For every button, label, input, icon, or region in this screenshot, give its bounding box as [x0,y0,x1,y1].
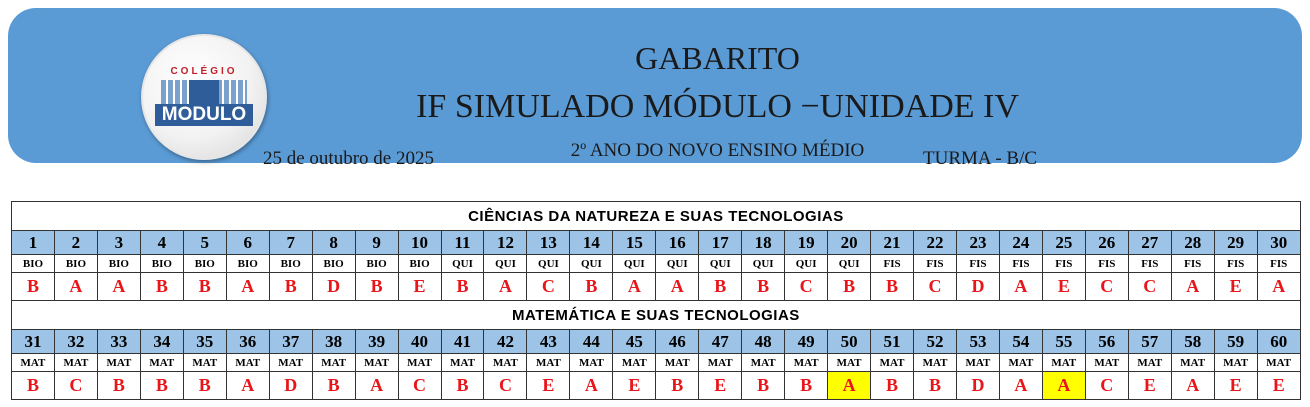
answer-letter: A [484,273,527,301]
subject-code: MAT [785,354,828,372]
subject-code: MAT [355,354,398,372]
question-number: 33 [97,330,140,354]
answer-letter: A [97,273,140,301]
answer-letter: D [956,372,999,400]
question-number: 37 [269,330,312,354]
subject-code: MAT [1128,354,1171,372]
question-number: 2 [54,231,97,255]
answer-letter: E [1128,372,1171,400]
subject-code: MAT [1171,354,1214,372]
answer-letter: B [183,273,226,301]
question-number: 26 [1085,231,1128,255]
answer-letter: E [699,372,742,400]
answer-letter-row [12,372,1301,400]
answer-letter: B [785,372,828,400]
answer-letter-highlighted: A [1042,372,1085,400]
answer-letter: A [656,273,699,301]
answer-letter: E [1042,273,1085,301]
answer-letter: B [914,372,957,400]
answer-letter: A [1171,372,1214,400]
question-number-row [12,330,1301,354]
answer-letter: B [871,372,914,400]
question-number: 39 [355,330,398,354]
answer-letter: C [484,372,527,400]
question-number: 9 [355,231,398,255]
subject-code: BIO [97,255,140,273]
subject-code: MAT [699,354,742,372]
question-number: 7 [269,231,312,255]
question-number: 38 [312,330,355,354]
answer-letter: B [140,372,183,400]
question-number: 25 [1042,231,1085,255]
question-number: 35 [183,330,226,354]
question-number: 51 [871,330,914,354]
subject-code: QUI [441,255,484,273]
subject-code: QUI [527,255,570,273]
subject-code: BIO [355,255,398,273]
section-title-row [12,202,1301,231]
subject-code: QUI [699,255,742,273]
subject-code: MAT [1085,354,1128,372]
question-number: 8 [312,231,355,255]
grade-label: 2º ANO DO NOVO ENSINO MÉDIO [570,140,865,161]
question-number: 10 [398,231,441,255]
question-number-row [12,231,1301,255]
subject-code: FIS [999,255,1042,273]
subject-code: MAT [484,354,527,372]
question-number: 53 [956,330,999,354]
subject-code: FIS [1042,255,1085,273]
answer-letter: A [355,372,398,400]
question-number: 13 [527,231,570,255]
question-number: 24 [999,231,1042,255]
subject-code: BIO [12,255,55,273]
answer-letter: A [1171,273,1214,301]
subject-code: MAT [1042,354,1085,372]
subject-code: MAT [828,354,871,372]
question-number: 55 [1042,330,1085,354]
section-title: MATEMÁTICA E SUAS TECNOLOGIAS [12,301,1301,330]
answer-letter: B [140,273,183,301]
answer-letter: B [699,273,742,301]
question-number: 1 [12,231,55,255]
question-number: 50 [828,330,871,354]
question-number: 29 [1214,231,1257,255]
question-number: 36 [226,330,269,354]
subject-code: MAT [1214,354,1257,372]
answer-letter: E [527,372,570,400]
answer-letter: B [12,273,55,301]
answer-letter: A [999,372,1042,400]
subject-code: BIO [226,255,269,273]
subject-code: BIO [140,255,183,273]
question-number: 27 [1128,231,1171,255]
subject-code: MAT [871,354,914,372]
subject-code: FIS [1085,255,1128,273]
question-number: 15 [613,231,656,255]
question-number: 44 [570,330,613,354]
answer-letter: B [269,273,312,301]
answer-letter: B [742,273,785,301]
question-number: 16 [656,231,699,255]
answer-letter: A [54,273,97,301]
answer-letter: A [613,273,656,301]
answer-letter: D [312,273,355,301]
question-number: 11 [441,231,484,255]
subject-code: MAT [398,354,441,372]
question-number: 54 [999,330,1042,354]
section-title: CIÊNCIAS DA NATUREZA E SUAS TECNOLOGIAS [12,202,1301,231]
question-number: 31 [12,330,55,354]
subject-code: QUI [484,255,527,273]
answer-letter: C [398,372,441,400]
question-number: 45 [613,330,656,354]
question-number: 46 [656,330,699,354]
answer-letter: E [1214,273,1257,301]
question-number: 52 [914,330,957,354]
subject-code: MAT [269,354,312,372]
answer-letter: A [226,273,269,301]
question-number: 23 [956,231,999,255]
subject-code: BIO [312,255,355,273]
question-number: 43 [527,330,570,354]
answer-letter: B [871,273,914,301]
subject-code: MAT [956,354,999,372]
answer-letter: B [12,372,55,400]
answer-letter: B [742,372,785,400]
answer-letter: E [1214,372,1257,400]
question-number: 17 [699,231,742,255]
subject-code: MAT [226,354,269,372]
answer-letter-row [12,273,1301,301]
subject-code: FIS [1214,255,1257,273]
answer-letter: B [441,372,484,400]
answer-letter: C [54,372,97,400]
subject-code: QUI [785,255,828,273]
logo-top-text: COLÉGIO [170,66,238,77]
subject-code: MAT [570,354,613,372]
question-number: 57 [1128,330,1171,354]
answer-letter: A [999,273,1042,301]
question-number: 14 [570,231,613,255]
answer-letter: A [1257,273,1300,301]
question-number: 49 [785,330,828,354]
subject-code: BIO [269,255,312,273]
answer-letter: B [312,372,355,400]
logo-word-text: MODULO [155,104,253,126]
question-number: 19 [785,231,828,255]
subject-code: MAT [613,354,656,372]
answer-letter: C [527,273,570,301]
question-number: 3 [97,231,140,255]
question-number: 60 [1257,330,1300,354]
question-number: 6 [226,231,269,255]
answer-letter: C [785,273,828,301]
subject-code: MAT [656,354,699,372]
subject-code-row [12,255,1301,273]
answer-letter: B [570,273,613,301]
answer-letter: B [183,372,226,400]
answer-letter: B [97,372,140,400]
question-number: 48 [742,330,785,354]
question-number: 18 [742,231,785,255]
answer-letter: C [1085,273,1128,301]
answer-key-table [11,201,1301,400]
class-label: TURMA - B/C [923,148,1038,169]
answer-letter: E [1257,372,1300,400]
subject-code: MAT [12,354,55,372]
answer-letter: B [828,273,871,301]
question-number: 42 [484,330,527,354]
question-number: 21 [871,231,914,255]
answer-letter: A [570,372,613,400]
subject-code: MAT [312,354,355,372]
question-number: 40 [398,330,441,354]
section-title-row [12,301,1301,330]
question-number: 5 [183,231,226,255]
answer-letter: D [956,273,999,301]
subject-code: FIS [1171,255,1214,273]
subject-code: BIO [183,255,226,273]
subject-code: MAT [183,354,226,372]
answer-letter: E [398,273,441,301]
answer-letter: B [355,273,398,301]
subject-code: QUI [742,255,785,273]
answer-letter: C [1085,372,1128,400]
question-number: 32 [54,330,97,354]
page-title: GABARITO [635,40,800,76]
exam-subtitle: IF SIMULADO MÓDULO −UNIDADE IV [416,88,1019,125]
answer-letter: C [914,273,957,301]
answer-letter: C [1128,273,1171,301]
answer-letter: B [656,372,699,400]
exam-date: 25 de outubro de 2025 [263,148,434,169]
subject-code: MAT [1257,354,1300,372]
subject-code: FIS [871,255,914,273]
answer-letter: D [269,372,312,400]
subject-code: BIO [398,255,441,273]
question-number: 12 [484,231,527,255]
question-number: 56 [1085,330,1128,354]
question-number: 28 [1171,231,1214,255]
question-number: 30 [1257,231,1300,255]
subject-code: FIS [1257,255,1300,273]
subject-code-row [12,354,1301,372]
subject-code: MAT [54,354,97,372]
subject-code: QUI [613,255,656,273]
subject-code: FIS [1128,255,1171,273]
question-number: 59 [1214,330,1257,354]
answer-letter: B [441,273,484,301]
subject-code: MAT [97,354,140,372]
subject-code: MAT [914,354,957,372]
subject-code: BIO [54,255,97,273]
question-number: 20 [828,231,871,255]
subject-code: QUI [570,255,613,273]
question-number: 34 [140,330,183,354]
answer-letter-highlighted: A [828,372,871,400]
question-number: 47 [699,330,742,354]
question-number: 4 [140,231,183,255]
subject-code: MAT [999,354,1042,372]
answer-letter: E [613,372,656,400]
subject-code: FIS [956,255,999,273]
question-number: 22 [914,231,957,255]
answer-letter: A [226,372,269,400]
subject-code: MAT [140,354,183,372]
subject-code: MAT [742,354,785,372]
subject-code: MAT [527,354,570,372]
subject-code: QUI [828,255,871,273]
question-number: 58 [1171,330,1214,354]
question-number: 41 [441,330,484,354]
header-banner [8,8,1302,169]
subject-code: MAT [441,354,484,372]
subject-code: FIS [914,255,957,273]
subject-code: QUI [656,255,699,273]
